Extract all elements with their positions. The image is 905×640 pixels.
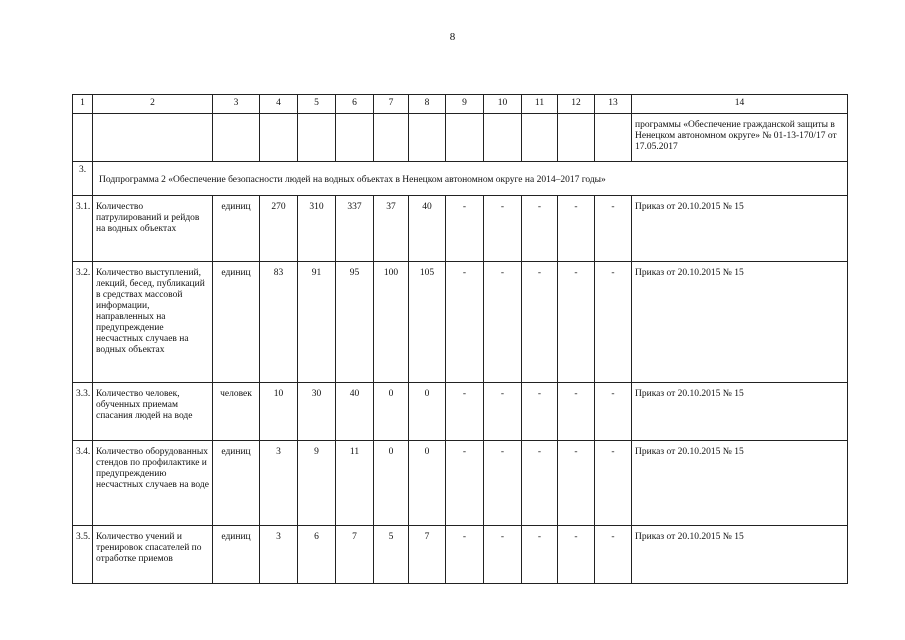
value-cell: - xyxy=(595,383,632,441)
header-cell: 4 xyxy=(260,95,298,114)
value-cell: 0 xyxy=(374,383,409,441)
value-cell: - xyxy=(446,262,484,383)
value-cell: 7 xyxy=(409,526,446,584)
value-cell: 3 xyxy=(260,526,298,584)
header-cell: 14 xyxy=(632,95,848,114)
table-row xyxy=(73,441,848,526)
value-cell: 270 xyxy=(260,196,298,262)
table-row xyxy=(73,526,848,584)
value-cell: 37 xyxy=(374,196,409,262)
header-cell: 9 xyxy=(446,95,484,114)
unit: единиц xyxy=(213,262,260,383)
table-row xyxy=(73,262,848,383)
value-cell: - xyxy=(558,262,595,383)
value-cell: - xyxy=(484,526,522,584)
indicators-table xyxy=(72,94,848,584)
indicator-name: Количество учений и тренировок спасателей по отработке приемов xyxy=(93,526,213,584)
value-cell: 11 xyxy=(336,441,374,526)
header-cell: 13 xyxy=(595,95,632,114)
value-cell: 40 xyxy=(409,196,446,262)
row-number: 3.5. xyxy=(73,526,93,584)
value-cell: - xyxy=(446,441,484,526)
indicator-name: Количество патрулирований и рейдов на водных объектах xyxy=(93,196,213,262)
value-cell: - xyxy=(522,441,558,526)
header-cell: 8 xyxy=(409,95,446,114)
value-cell: - xyxy=(522,196,558,262)
value-cell: 0 xyxy=(409,383,446,441)
value-cell: - xyxy=(484,196,522,262)
value-cell: - xyxy=(522,383,558,441)
continuation-text: программы «Обеспечение гражданской защиты в Ненецком автономном округе» № 01-13-170/17 от 17.05.2017 xyxy=(632,114,848,162)
indicator-name: Количество выступлений, лекций, бесед, публикаций в средствах массовой информации, направленных на предупреждение несчастных случаев на водных объектах xyxy=(93,262,213,383)
value-cell: 7 xyxy=(336,526,374,584)
row-number: 3.3. xyxy=(73,383,93,441)
value-cell: - xyxy=(558,441,595,526)
value-cell: 91 xyxy=(298,262,336,383)
value-cell: - xyxy=(484,441,522,526)
table-row xyxy=(73,196,848,262)
value-cell: 30 xyxy=(298,383,336,441)
continuation-row xyxy=(73,114,848,162)
value-cell: - xyxy=(484,262,522,383)
header-cell: 12 xyxy=(558,95,595,114)
value-cell: - xyxy=(595,262,632,383)
value-cell: - xyxy=(446,526,484,584)
unit: человек xyxy=(213,383,260,441)
row-number: 3.4. xyxy=(73,441,93,526)
value-cell: 0 xyxy=(409,441,446,526)
section-row xyxy=(73,162,848,196)
indicator-name: Количество человек, обученных приемам спасания людей на воде xyxy=(93,383,213,441)
value-cell: 5 xyxy=(374,526,409,584)
document-ref: Приказ от 20.10.2015 № 15 xyxy=(632,196,848,262)
value-cell: 9 xyxy=(298,441,336,526)
value-cell: - xyxy=(446,383,484,441)
indicator-name: Количество оборудованных стендов по профилактике и предупреждению несчастных случаев на воде xyxy=(93,441,213,526)
value-cell: 105 xyxy=(409,262,446,383)
value-cell: 310 xyxy=(298,196,336,262)
value-cell: 0 xyxy=(374,441,409,526)
header-cell: 6 xyxy=(336,95,374,114)
unit: единиц xyxy=(213,196,260,262)
value-cell: - xyxy=(595,196,632,262)
header-cell: 3 xyxy=(213,95,260,114)
value-cell: - xyxy=(595,441,632,526)
value-cell: - xyxy=(484,383,522,441)
value-cell: - xyxy=(558,526,595,584)
value-cell: 6 xyxy=(298,526,336,584)
section-number: 3. xyxy=(73,162,93,196)
value-cell: 337 xyxy=(336,196,374,262)
header-cell: 1 xyxy=(73,95,93,114)
unit: единиц xyxy=(213,526,260,584)
document-ref: Приказ от 20.10.2015 № 15 xyxy=(632,526,848,584)
value-cell: 10 xyxy=(260,383,298,441)
header-row xyxy=(73,95,848,114)
value-cell: 95 xyxy=(336,262,374,383)
header-cell: 10 xyxy=(484,95,522,114)
value-cell: 3 xyxy=(260,441,298,526)
value-cell: - xyxy=(522,262,558,383)
value-cell: 83 xyxy=(260,262,298,383)
value-cell: 40 xyxy=(336,383,374,441)
document-ref: Приказ от 20.10.2015 № 15 xyxy=(632,262,848,383)
header-cell: 7 xyxy=(374,95,409,114)
table-row xyxy=(73,383,848,441)
value-cell: - xyxy=(558,383,595,441)
value-cell: - xyxy=(595,526,632,584)
row-number: 3.1. xyxy=(73,196,93,262)
section-title: Подпрограмма 2 «Обеспечение безопасности людей на водных объектах в Ненецком автономном округе на 2014–2017 годы» xyxy=(93,162,848,196)
value-cell: 100 xyxy=(374,262,409,383)
page-number: 8 xyxy=(449,31,456,43)
header-cell: 2 xyxy=(93,95,213,114)
document-ref: Приказ от 20.10.2015 № 15 xyxy=(632,383,848,441)
row-number: 3.2. xyxy=(73,262,93,383)
header-cell: 5 xyxy=(298,95,336,114)
value-cell: - xyxy=(522,526,558,584)
document-ref: Приказ от 20.10.2015 № 15 xyxy=(632,441,848,526)
value-cell: - xyxy=(558,196,595,262)
value-cell: - xyxy=(446,196,484,262)
header-cell: 11 xyxy=(522,95,558,114)
unit: единиц xyxy=(213,441,260,526)
